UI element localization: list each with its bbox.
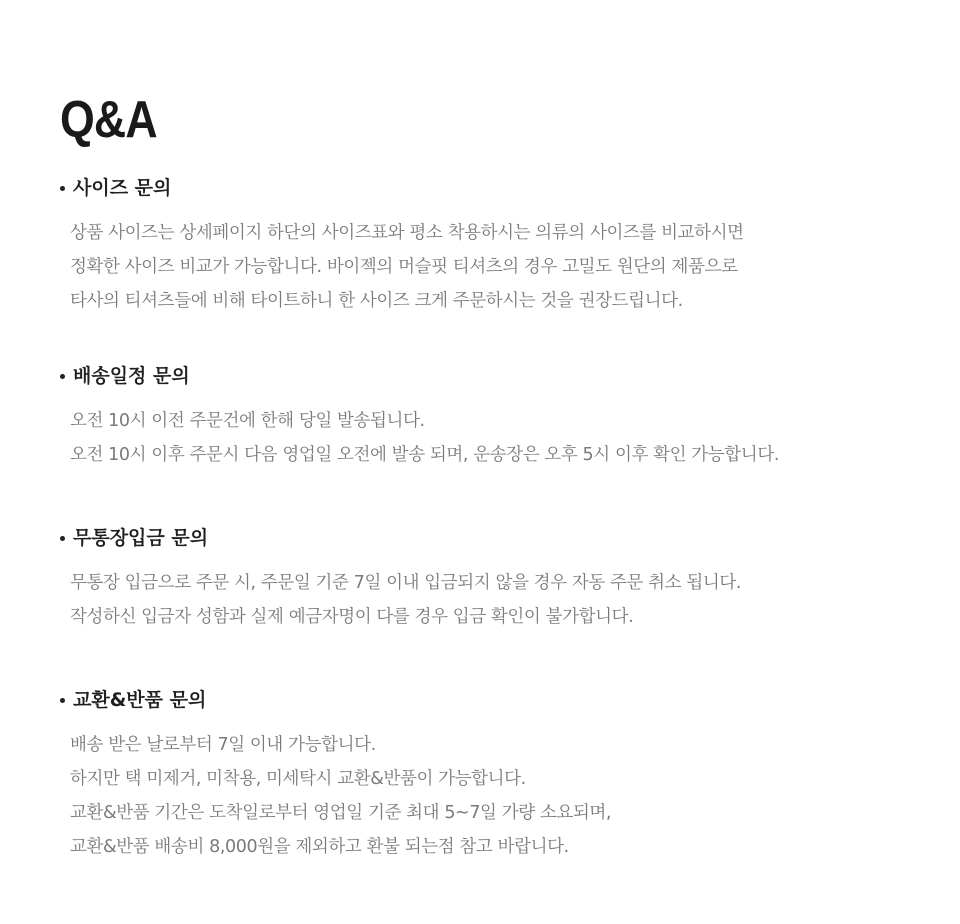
body-line: 오전 10시 이전 주문건에 한해 당일 발송됩니다. — [70, 411, 425, 431]
body-line: 교환&반품 배송비 8,000원을 제외하고 환불 되는점 참고 바랍니다. — [70, 837, 569, 857]
section-bank-transfer — [60, 524, 920, 634]
section-title: 사이즈 문의 — [73, 177, 172, 199]
section-body — [70, 216, 920, 318]
section-size-inquiry — [60, 174, 920, 318]
body-line: 작성하신 입금자 성함과 실제 예금자명이 다를 경우 입금 확인이 불가합니다. — [70, 607, 634, 627]
section-title: 무통장입금 문의 — [73, 527, 209, 549]
bullet-icon — [60, 374, 65, 379]
section-header — [60, 174, 920, 202]
body-line: 오전 10시 이후 주문시 다음 영업일 오전에 발송 되며, 운송장은 오후 5시 이후 확인 가능합니다. — [70, 445, 779, 465]
section-header — [60, 524, 920, 552]
bullet-icon — [60, 698, 65, 703]
section-header — [60, 362, 920, 390]
body-line: 상품 사이즈는 상세페이지 하단의 사이즈표와 평소 착용하시는 의류의 사이즈를 비교하시면 — [70, 223, 744, 243]
section-exchange-return — [60, 686, 920, 864]
body-line: 타사의 티셔츠들에 비해 타이트하니 한 사이즈 크게 주문하시는 것을 권장드립니다. — [70, 291, 683, 311]
section-title: 교환&반품 문의 — [73, 689, 207, 711]
section-title: 배송일정 문의 — [73, 365, 190, 387]
section-shipping-schedule — [60, 362, 920, 472]
bullet-icon — [60, 536, 65, 541]
body-line: 교환&반품 기간은 도착일로부터 영업일 기준 최대 5~7일 가량 소요되며, — [70, 803, 612, 823]
body-line: 정확한 사이즈 비교가 가능합니다. 바이젝의 머슬핏 티셔츠의 경우 고밀도 원단의 제품으로 — [70, 257, 738, 277]
body-line: 배송 받은 날로부터 7일 이내 가능합니다. — [70, 735, 376, 755]
section-body — [70, 566, 920, 634]
bullet-icon — [60, 186, 65, 191]
section-body — [70, 728, 920, 864]
body-line: 하지만 택 미제거, 미착용, 미세탁시 교환&반품이 가능합니다. — [70, 769, 526, 789]
section-header — [60, 686, 920, 714]
page-title: Q&A — [60, 91, 157, 149]
body-line: 무통장 입금으로 주문 시, 주문일 기준 7일 이내 입금되지 않을 경우 자동 주문 취소 됩니다. — [70, 573, 742, 593]
section-body — [70, 404, 920, 472]
